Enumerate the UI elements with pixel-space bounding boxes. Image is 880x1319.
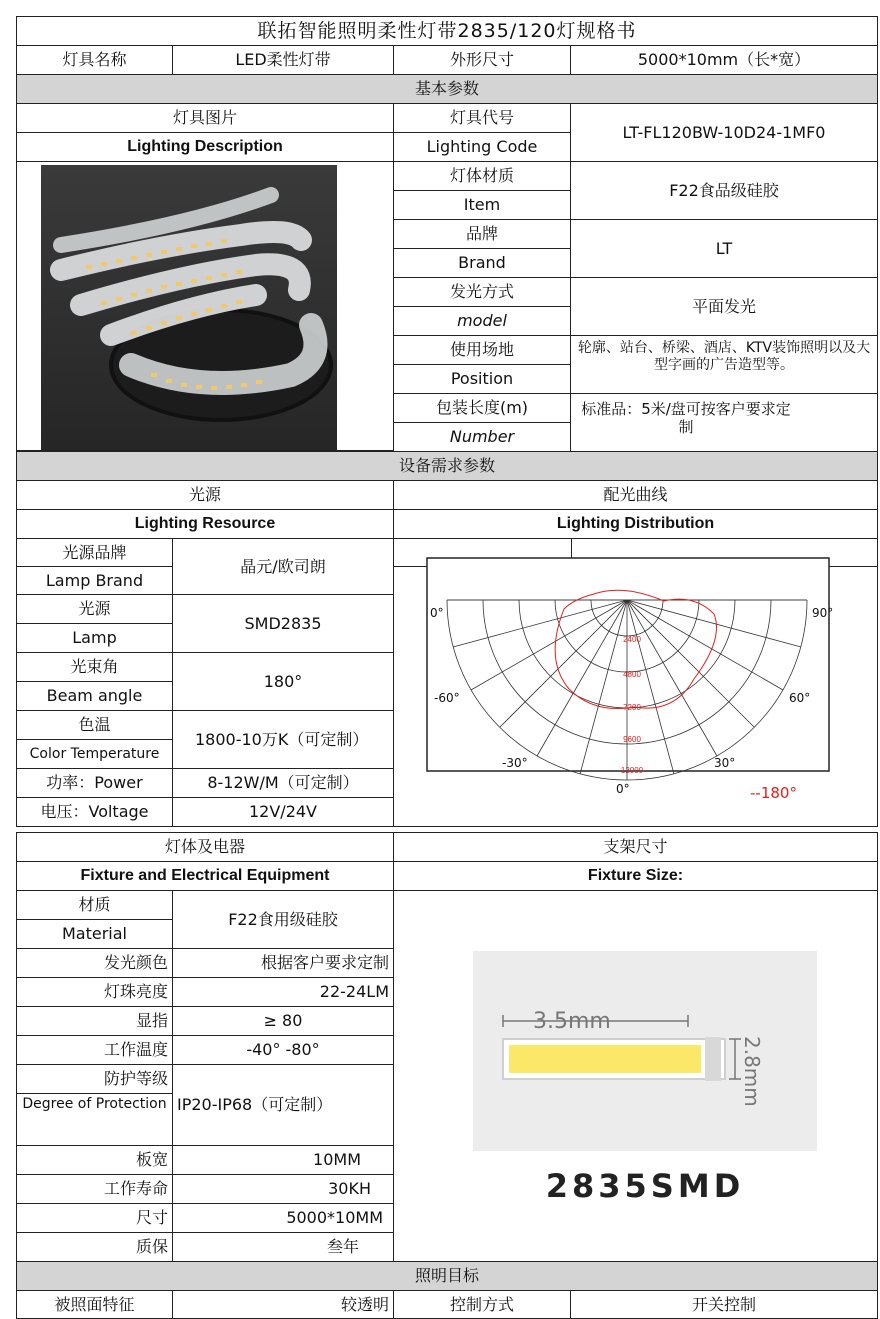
- angle-label-neg60: -60°: [434, 691, 460, 705]
- board-width-label: 板宽: [16, 1145, 173, 1175]
- led-brightness-label: 灯珠亮度: [16, 977, 173, 1007]
- protection-label: 防护等级: [16, 1064, 173, 1094]
- work-temp-label: 工作温度: [16, 1035, 173, 1065]
- fixture-name-value: LED柔性灯带: [172, 45, 394, 75]
- led-strip-reel-image: [41, 165, 337, 450]
- led-strip-photo: [41, 165, 337, 450]
- power-value: 8-12W/M（可定制）: [172, 768, 394, 798]
- ring-label-7200: 7200: [623, 703, 641, 712]
- size-value: 5000*10mm（长*宽）: [570, 45, 878, 75]
- lamp-label-en: Lamp: [16, 623, 173, 653]
- angle-label-neg30: -30°: [502, 756, 528, 770]
- lighting-code-value: LT-FL120BW-10D24-1MF0: [570, 103, 878, 162]
- beam-angle-label-en: Beam angle: [16, 681, 173, 711]
- voltage-value: 12V/24V: [172, 797, 394, 827]
- lamp-brand-value: 晶元/欧司朗: [172, 538, 394, 595]
- fixture-name-label: 灯具名称: [16, 45, 173, 75]
- package-length-value: 标准品：5米/盘可按客户要求定制: [570, 393, 878, 452]
- picture-label: 灯具图片: [16, 103, 394, 133]
- lighting-code-label: 灯具代号: [393, 103, 571, 133]
- protection-label-en: Degree of Protection: [16, 1093, 173, 1146]
- board-width-value: 10MM: [172, 1145, 394, 1175]
- control-mode-label: 控制方式: [393, 1290, 571, 1319]
- material-label: 材质: [16, 890, 173, 920]
- lighting-code-label-en: Lighting Code: [393, 132, 571, 162]
- led-brightness-value: 22-24LM: [172, 977, 394, 1007]
- spec-sheet: [16, 16, 878, 1318]
- emit-color-value: 根据客户要求定制: [172, 948, 394, 978]
- body-material-value: F22食品级硅胶: [570, 161, 878, 220]
- emit-color-label: 发光颜色: [16, 948, 173, 978]
- voltage-label: 电压：Voltage: [16, 797, 173, 827]
- fixture-size-header: 支架尺寸: [393, 832, 878, 862]
- color-temp-label-en: Color Temperature: [16, 739, 173, 769]
- basic-params-header: 基本参数: [16, 74, 878, 104]
- brand-value: LT: [570, 219, 878, 278]
- surface-feature-label: 被照面特征: [16, 1290, 173, 1319]
- warranty-value: 叁年: [172, 1232, 394, 1262]
- fixture-size-header-en: Fixture Size:: [393, 861, 878, 891]
- angle-label-60: 60°: [789, 691, 811, 705]
- lamp-value: SMD2835: [172, 594, 394, 653]
- control-mode-value: 开关控制: [570, 1290, 878, 1319]
- distribution-curve-cell: [393, 538, 878, 827]
- smd-height-label: 2.8mm: [740, 1036, 764, 1107]
- dimension-label: 尺寸: [16, 1203, 173, 1233]
- package-length-label: 包装长度(m): [393, 393, 571, 423]
- material-label-en: Material: [16, 919, 173, 949]
- emission-mode-value: 平面发光: [570, 277, 878, 336]
- usage-place-label-en: Position: [393, 364, 571, 394]
- work-life-value: 30KH: [172, 1174, 394, 1204]
- size-label: 外形尺寸: [393, 45, 571, 75]
- brand-label-en: Brand: [393, 248, 571, 278]
- emission-mode-label-en: model: [393, 306, 571, 336]
- smd-2835-diagram: [473, 951, 817, 1151]
- polar-distribution-chart: [394, 539, 878, 827]
- body-material-label: 灯体材质: [393, 161, 571, 191]
- usage-place-value: 轮廓、站台、桥梁、酒店、KTV装饰照明以及大型字画的广告造型等。: [570, 335, 878, 394]
- lighting-description-label: Lighting Description: [16, 132, 394, 162]
- angle-label-90: 90°: [812, 606, 834, 620]
- color-temp-label: 色温: [16, 710, 173, 740]
- ring-label-2400: 2400: [623, 635, 641, 644]
- cri-label: 显指: [16, 1006, 173, 1036]
- lamp-brand-label-en: Lamp Brand: [16, 566, 173, 595]
- light-source-header: 光源: [16, 480, 394, 510]
- usage-place-label: 使用场地: [393, 335, 571, 365]
- lighting-target-header: 照明目标: [16, 1261, 878, 1291]
- angle-label-top-left: 0°: [430, 606, 444, 620]
- lamp-brand-label: 光源品牌: [16, 538, 173, 567]
- dimension-value: 5000*10MM: [172, 1203, 394, 1233]
- ring-label-4800: 4800: [623, 670, 641, 679]
- lighting-resource-header: Lighting Resource: [16, 509, 394, 539]
- surface-feature-value: 较透明: [172, 1290, 394, 1319]
- emission-mode-label: 发光方式: [393, 277, 571, 307]
- fixture-size-cell: [393, 890, 878, 1262]
- fixture-electrical-header: 灯体及电器: [16, 832, 394, 862]
- ring-label-12000: 12000: [620, 766, 644, 775]
- work-life-label: 工作寿命: [16, 1174, 173, 1204]
- package-length-label-en: Number: [393, 422, 571, 452]
- beam-angle-label: 光束角: [16, 652, 173, 682]
- product-photo-cell: [16, 161, 394, 451]
- material-value: F22食用级硅胶: [172, 890, 394, 949]
- angle-label-180: --180°: [750, 784, 797, 802]
- warranty-label: 质保: [16, 1232, 173, 1262]
- protection-value: IP20-IP68（可定制）: [172, 1064, 394, 1146]
- lighting-distribution-header: Lighting Distribution: [393, 509, 878, 539]
- page-title: 联拓智能照明柔性灯带2835/120灯规格书: [16, 16, 878, 46]
- device-params-header: 设备需求参数: [16, 451, 878, 481]
- smd-width-label: 3.5mm: [533, 1009, 611, 1034]
- cri-value: ≥ 80: [172, 1006, 394, 1036]
- distribution-curve-header: 配光曲线: [393, 480, 878, 510]
- lamp-label: 光源: [16, 594, 173, 624]
- fixture-electrical-header-en: Fixture and Electrical Equipment: [16, 861, 394, 891]
- brand-label: 品牌: [393, 219, 571, 249]
- smd-diagram-bg: [473, 951, 817, 1151]
- body-material-label-en: Item: [393, 190, 571, 220]
- ring-label-9600: 9600: [623, 735, 641, 744]
- work-temp-value: -40° -80°: [172, 1035, 394, 1065]
- angle-label-0: 0°: [616, 782, 630, 796]
- angle-label-30: 30°: [714, 756, 736, 770]
- beam-angle-value: 180°: [172, 652, 394, 711]
- power-label: 功率：Power: [16, 768, 173, 798]
- color-temp-value: 1800-10万K（可定制）: [172, 710, 394, 769]
- smd-model-label: 2835SMD: [545, 1166, 745, 1205]
